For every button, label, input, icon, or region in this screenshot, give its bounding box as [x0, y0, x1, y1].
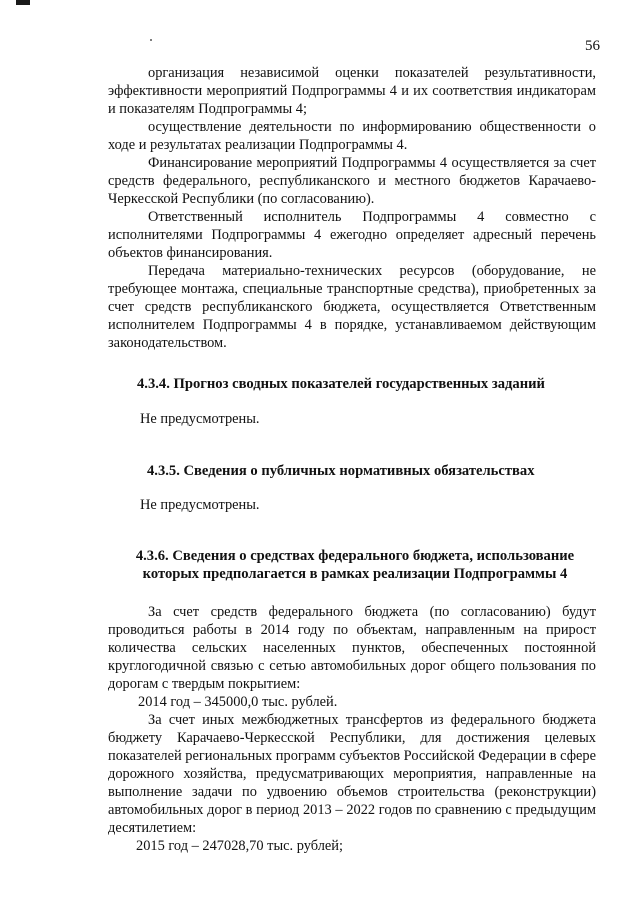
- paragraph-responsible: Ответственный исполнитель Подпрограммы 4 совместно с исполнителями Подпрограммы 4 ежегодно определяет адресный перечень объектов финансирования.: [108, 209, 596, 261]
- intro-text-block: [108, 64, 596, 352]
- text-435: Не предусмотрены.: [140, 497, 260, 513]
- paragraph-public-info: осуществление деятельности по информированию общественности о ходе и результатах реализации Подпрограммы 4.: [108, 119, 596, 153]
- amount-2014: 2014 год – 345000,0 тыс. рублей.: [138, 694, 338, 710]
- scan-edge-mark: [16, 0, 30, 5]
- heading-436: [120, 547, 590, 583]
- heading-434: 4.3.4. Прогноз сводных показателей государственных заданий: [137, 376, 545, 392]
- page-number: 56: [585, 38, 600, 54]
- text-434: Не предусмотрены.: [140, 411, 260, 427]
- scan-speck: [150, 39, 152, 41]
- paragraph-resources: Передача материально-технических ресурсов (оборудование, не требующее монтажа, специальные транспортные средства), приобретенных за счет средств республиканского бюджета, осуществляется Ответственным исполнителем Подпрограммы 4 в порядке, устанавливаемом действующим законодательством.: [108, 263, 596, 351]
- paragraph-transfers: За счет иных межбюджетных трансфертов из федерального бюджета бюджету Карачаево-Черкесской Республики, для достижения целевых показателей региональных программ субъектов Российской Федерации в сфере дорожного хозяйства, предусматривающих мероприятия, направленные на выполнение задачи по удвоению объемов строительства (реконструкции) автомобильных дорог в период 2013 – 2022 годов по сравнению с предыдущим десятилетием:: [108, 712, 597, 836]
- amount-2015: 2015 год – 247028,70 тыс. рублей;: [136, 838, 343, 854]
- paragraph-financing: Финансирование мероприятий Подпрограммы 4 осуществляется за счет средств федерального, республиканского и местного бюджетов Карачаево-Черкесской Республики (по согласованию).: [108, 155, 596, 207]
- heading-435: 4.3.5. Сведения о публичных нормативных обязательствах: [147, 463, 535, 479]
- heading-436-line1: 4.3.6. Сведения о средствах федерального бюджета, использование: [135, 548, 575, 564]
- paragraph-federal-2014: За счет средств федерального бюджета (по согласованию) будут проводиться работы в 2014 году по объектам, направленным на прирост количества сельских населенных пунктов, обеспеченных постоянной круглогодичной связью с сетью автомобильных дорог общего пользования по дорогам с твердым покрытием:: [108, 604, 596, 692]
- paragraph-evaluation: организация независимой оценки показателей результативности, эффективности мероприятий Подпрограммы 4 и их соответствия индикаторам и показателям Подпрограммы 4;: [108, 65, 596, 117]
- heading-436-line2: которых предполагается в рамках реализации Подпрограммы 4: [142, 566, 568, 582]
- section-436-text-block: [108, 603, 596, 855]
